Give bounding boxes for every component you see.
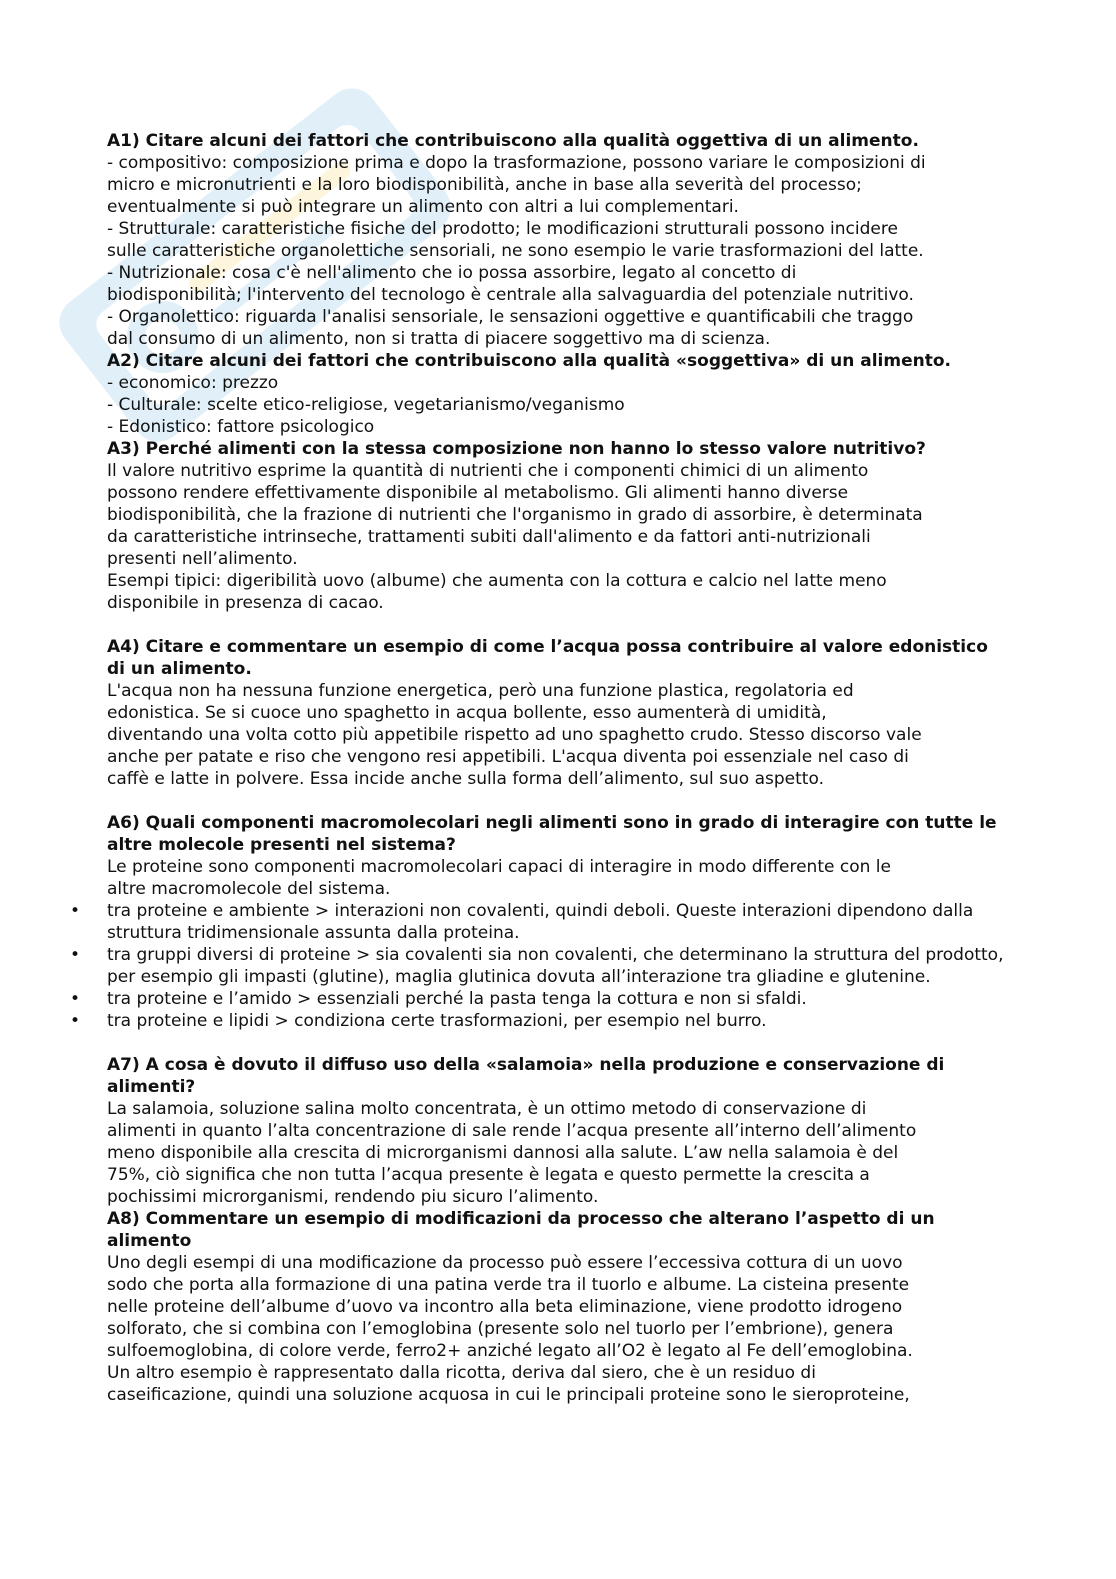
answer-line: - Strutturale: caratteristiche fisiche del prodotto; le modificazioni strutturali possono incidere bbox=[107, 219, 898, 239]
answer-line: caffè e latte in polvere. Essa incide anche sulla forma dell’alimento, sul suo aspetto. bbox=[107, 769, 824, 789]
question-heading: A4) Citare e commentare un esempio di come l’acqua possa contribuire al valore edonistico di un alimento. bbox=[107, 637, 988, 679]
question-heading: A7) A cosa è dovuto il diffuso uso della «salamoia» nella produzione e conservazione di alimenti? bbox=[107, 1055, 945, 1097]
answer-line: - Nutrizionale: cosa c'è nell'alimento che io possa assorbire, legato al concetto di bbox=[107, 263, 797, 283]
answer-line: caseificazione, quindi una soluzione acquosa in cui le principali proteine sono le sieroproteine, bbox=[107, 1385, 910, 1405]
answer-line: disponibile in presenza di cacao. bbox=[107, 593, 384, 613]
question-heading: A3) Perché alimenti con la stessa composizione non hanno lo stesso valore nutritivo? bbox=[107, 439, 926, 459]
answer-line: edonistica. Se si cuoce uno spaghetto in acqua bollente, esso aumenterà di umidità, bbox=[107, 703, 827, 723]
paragraph-gap bbox=[107, 790, 1007, 812]
answer-line: - compositivo: composizione prima e dopo la trasformazione, possono variare le composizioni di bbox=[107, 153, 926, 173]
bullet-item: • tra proteine e lipidi > condiziona certe trasformazioni, per esempio nel burro. bbox=[107, 1010, 1007, 1032]
answer-line: alimenti in quanto l’alta concentrazione di sale rende l’acqua presente all’interno dell’alimento bbox=[107, 1121, 917, 1141]
section-a4 bbox=[107, 636, 1007, 790]
section-a7 bbox=[107, 1054, 1007, 1208]
answer-line: nelle proteine dell’albume d’uovo va incontro alla beta eliminazione, viene prodotto idrogeno bbox=[107, 1297, 903, 1317]
paragraph-gap bbox=[107, 1032, 1007, 1054]
answer-line: pochissimi microrganismi, rendendo piu sicuro l’alimento. bbox=[107, 1187, 599, 1207]
answer-line: solforato, che si combina con l’emoglobina (presente solo nel tuorlo per l’embrione), genera bbox=[107, 1319, 894, 1339]
answer-line: Il valore nutritivo esprime la quantità di nutrienti che i componenti chimici di un alimento bbox=[107, 461, 869, 481]
answer-line: Un altro esempio è rappresentato dalla ricotta, deriva dal siero, che è un residuo di bbox=[107, 1363, 816, 1383]
section-a1 bbox=[107, 130, 1007, 350]
answer-line: biodisponibilità, che la frazione di nutrienti che l'organismo in grado di assorbire, è determinata bbox=[107, 505, 923, 525]
paragraph-gap bbox=[107, 614, 1007, 636]
answer-line: diventando una volta cotto più appetibile rispetto ad uno spaghetto crudo. Stesso discorso vale bbox=[107, 725, 922, 745]
answer-line: presenti nell’alimento. bbox=[107, 549, 298, 569]
answer-line: Esempi tipici: digeribilità uovo (albume) che aumenta con la cottura e calcio nel latte meno bbox=[107, 571, 887, 591]
section-a2 bbox=[107, 350, 1007, 438]
bullet-list bbox=[107, 900, 1007, 1032]
answer-line: anche per patate e riso che vengono resi appetibili. L'acqua diventa poi essenziale nel caso di bbox=[107, 747, 909, 767]
answer-line: micro e micronutrienti e la loro biodisponibilità, anche in base alla severità del processo; bbox=[107, 175, 862, 195]
answer-line: La salamoia, soluzione salina molto concentrata, è un ottimo metodo di conservazione di bbox=[107, 1099, 867, 1119]
section-a6 bbox=[107, 812, 1007, 1032]
answer-line: da caratteristiche intrinseche, trattamenti subiti dall'alimento e da fattori anti-nutrizionali bbox=[107, 527, 871, 547]
answer-line: sodo che porta alla formazione di una patina verde tra il tuorlo e albume. La cisteina presente bbox=[107, 1275, 910, 1295]
section-a3 bbox=[107, 438, 1007, 614]
bullet-item: • tra gruppi diversi di proteine > sia covalenti sia non covalenti, che determinano la struttura del prodotto, per esempio gli impasti (glutine), maglia glutinica dovuta all’interazione tra gliadine e glutenine. bbox=[107, 944, 1007, 988]
answer-line: sulfoemoglobina, di colore verde, ferro2+ anziché legato all’O2 è legato al Fe dell’emoglobina. bbox=[107, 1341, 913, 1361]
question-heading: A8) Commentare un esempio di modificazioni da processo che alterano l’aspetto di un alimento bbox=[107, 1209, 935, 1251]
question-heading: A2) Citare alcuni dei fattori che contribuiscono alla qualità «soggettiva» di un alimento. bbox=[107, 351, 951, 371]
bullet-item: • tra proteine e l’amido > essenziali perché la pasta tenga la cottura e non si sfaldi. bbox=[107, 988, 1007, 1010]
answer-line: - Culturale: scelte etico-religiose, vegetarianismo/veganismo bbox=[107, 395, 625, 415]
document-body bbox=[107, 130, 1007, 1406]
answer-line: altre macromolecole del sistema. bbox=[107, 879, 391, 899]
answer-line: meno disponibile alla crescita di microrganismi dannosi alla salute. L’aw nella salamoia è del bbox=[107, 1143, 899, 1163]
question-heading: A6) Quali componenti macromolecolari negli alimenti sono in grado di interagire con tutte le altre molecole presenti nel sistema? bbox=[107, 813, 997, 855]
answer-line: - economico: prezzo bbox=[107, 373, 279, 393]
answer-line: eventualmente si può integrare un alimento con altri a lui complementari. bbox=[107, 197, 739, 217]
answer-line: biodisponibilità; l'intervento del tecnologo è centrale alla salvaguardia del potenziale nutritivo. bbox=[107, 285, 914, 305]
answer-line: - Organolettico: riguarda l'analisi sensoriale, le sensazioni oggettive e quantificabili che traggo bbox=[107, 307, 914, 327]
answer-line: possono rendere effettivamente disponibile al metabolismo. Gli alimenti hanno diverse bbox=[107, 483, 849, 503]
question-heading: A1) Citare alcuni dei fattori che contribuiscono alla qualità oggettiva di un alimento. bbox=[107, 131, 919, 151]
section-a8 bbox=[107, 1208, 1007, 1406]
answer-line: L'acqua non ha nessuna funzione energetica, però una funzione plastica, regolatoria ed bbox=[107, 681, 854, 701]
answer-line: - Edonistico: fattore psicologico bbox=[107, 417, 375, 437]
answer-line: Uno degli esempi di una modificazione da processo può essere l’eccessiva cottura di un uovo bbox=[107, 1253, 903, 1273]
bullet-item: • tra proteine e ambiente > interazioni non covalenti, quindi deboli. Queste interazioni dipendono dalla struttura tridimensionale assunta dalla proteina. bbox=[107, 900, 1007, 944]
answer-line: dal consumo di un alimento, non si tratta di piacere soggettivo ma di scienza. bbox=[107, 329, 771, 349]
answer-line: 75%, ciò significa che non tutta l’acqua presente è legata e questo permette la crescita a bbox=[107, 1165, 870, 1185]
answer-line: Le proteine sono componenti macromolecolari capaci di interagire in modo differente con le bbox=[107, 857, 891, 877]
answer-line: sulle caratteristiche organolettiche sensoriali, ne sono esempio le varie trasformazioni del latte. bbox=[107, 241, 924, 261]
